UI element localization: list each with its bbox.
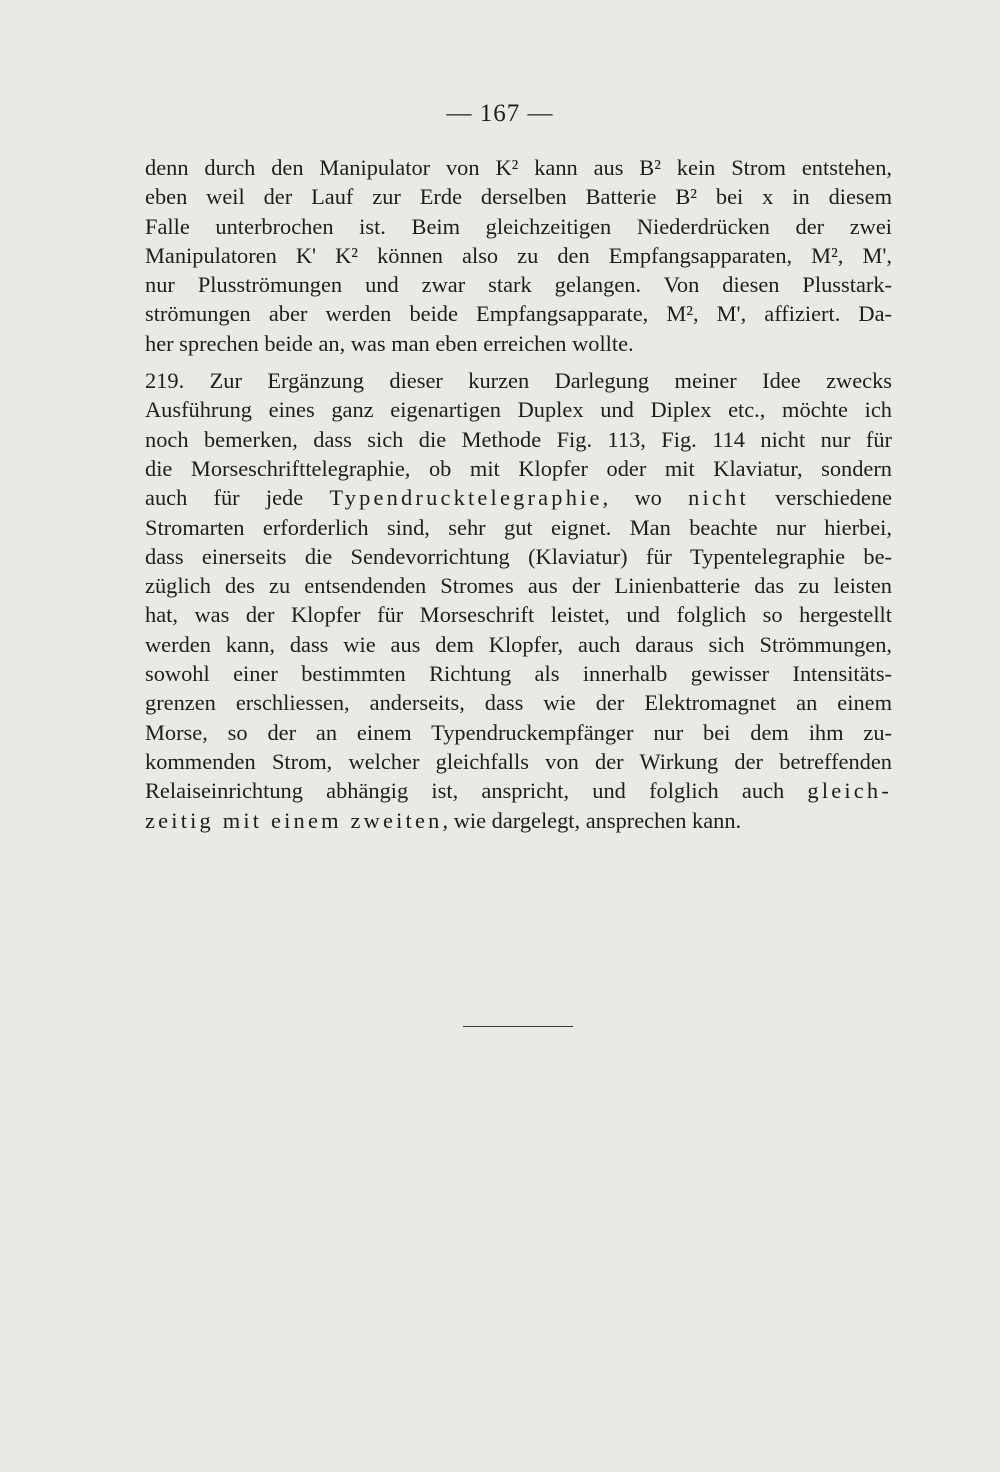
text-line: eben weil der Lauf zur Erde derselben Batterie B² bei x in diesem [145,184,892,210]
spaced-emphasis: zeitig mit einem zweiten [145,807,443,833]
spaced-emphasis: gleich- [807,778,892,804]
text-line: Stromarten erforderlich sind, sehr gut eignet. Man beachte nur hierbei, [145,514,892,540]
text-line: strömungen aber werden beide Empfangsapparate, M², M', affiziert. Da- [145,301,892,327]
text-line: denn durch den Manipulator von K² kann aus B² kein Strom entstehen, [145,155,892,180]
text-line: hat, was der Klopfer für Morseschrift leistet, und folglich so hergestellt [145,602,892,628]
text-line: werden kann, dass wie aus dem Klopfer, auch daraus sich Strömmungen, [145,631,892,657]
text-line: sowohl einer bestimmten Richtung als innerhalb gewisser Intensitäts- [145,661,892,687]
text-segment: verschiedene [748,485,892,511]
spaced-emphasis: Typendrucktelegraphie [329,485,603,511]
text-line-gleich [145,776,892,805]
text-line: die Morseschrifttelegraphie, ob mit Klopfer oder mit Klaviatur, sondern [145,455,892,481]
text-line: Manipulatoren K' K² können also zu den Empfangsapparaten, M², M', [145,242,892,268]
body-text [145,153,892,835]
text-segment: , wie dargelegt, ansprechen kann. [442,807,742,833]
text-line-final [145,806,892,835]
text-segment: , wo [602,485,689,511]
text-line-typendruck [145,483,892,512]
text-segment: auch für jede [145,485,330,511]
section-219-line: 219. Zur Ergänzung dieser kurzen Darlegung meiner Idee zwecks [145,368,892,394]
paragraph-gap [145,358,892,366]
text-line: noch bemerken, dass sich die Methode Fig. 113, Fig. 114 nicht nur für [145,426,892,452]
text-segment: Relaiseinrichtung abhängig ist, anspricht, und folglich auch [145,778,808,804]
text-line: züglich des zu entsendenden Stromes aus der Linienbatterie das zu leisten [145,573,892,599]
page-number: — 167 — [446,100,554,127]
spaced-emphasis: nicht [688,485,749,511]
text-line: kommenden Strom, welcher gleichfalls von der Wirkung der betreffenden [145,748,892,774]
end-separator-rule [463,1026,573,1027]
text-line: Falle unterbrochen ist. Beim gleichzeitigen Niederdrücken der zwei [145,213,892,239]
text-line: her sprechen beide an, was man eben erreichen wollte. [145,330,634,356]
text-line: nur Plusströmungen und zwar stark gelangen. Von diesen Plusstark- [145,272,892,298]
text-line: Morse, so der an einem Typendruckempfänger nur bei dem ihm zu- [145,719,892,745]
text-line: dass einerseits die Sendevorrichtung (Klaviatur) für Typentelegraphie be- [145,543,892,569]
text-line: Ausführung eines ganz eigenartigen Duplex und Diplex etc., möchte ich [145,397,892,423]
text-line: grenzen erschliessen, anderseits, dass wie der Elektromagnet an einem [145,690,892,716]
